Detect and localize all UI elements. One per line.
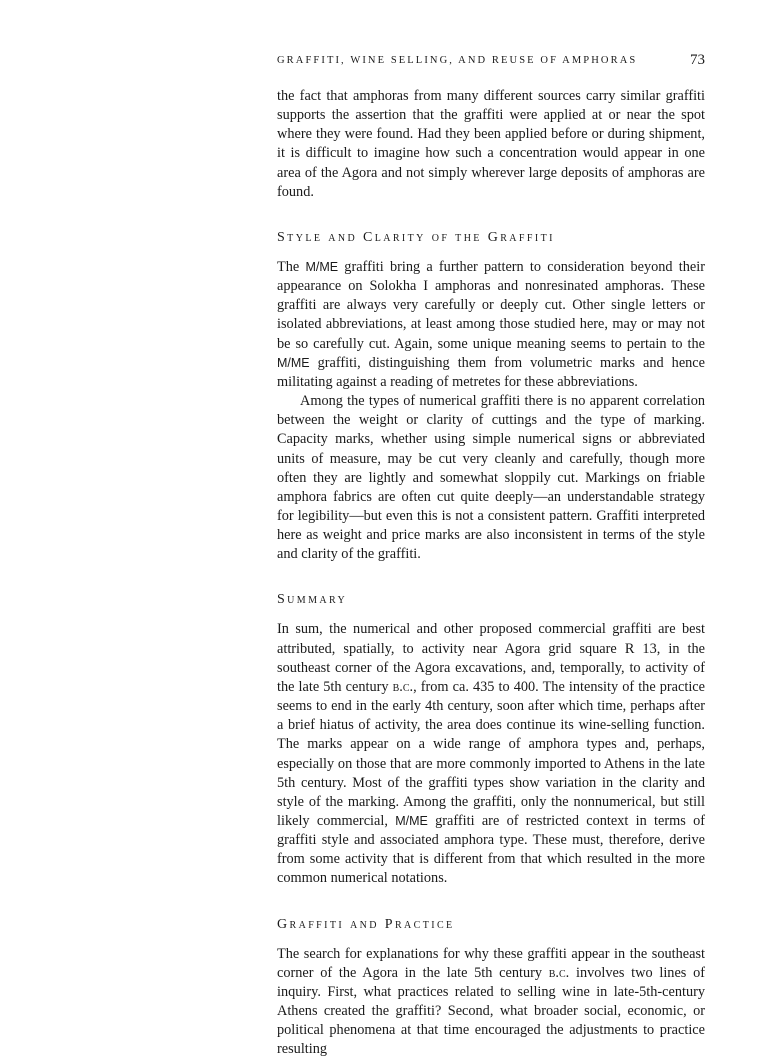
era-abbreviation: b.c.: [392, 678, 414, 695]
section-heading-style-clarity: Style and Clarity of the Graffiti: [277, 229, 555, 245]
running-title: GRAFFITI, WINE SELLING, AND REUSE OF AMPHORAS: [277, 55, 638, 66]
intro-paragraph: the fact that amphoras from many different sources carry similar graffiti supports the assertion that the graffiti were applied at or near the spot where they were found. Had they been applied before or during shipment, it is difficult to imagine how such a concentration would appear in one area of the Agora and not simply wherever large deposits of amphoras are found.: [277, 88, 705, 200]
era-abbreviation: b.c.: [548, 964, 570, 981]
text-run: graffiti, distinguishing them from volumetric marks and hence militating against a reading of metretes for these abbreviations.: [277, 354, 705, 390]
text-run: graffiti bring a further pattern to consideration beyond their appearance on Solokha I amphoras and nonresinated amphoras. These graffiti are always very carefully or deeply cut. Other single letters or isolated abbreviations, at least among those studied here, may or may not be so carefully cut. Again, some unique meaning seems to pertain to the: [277, 258, 705, 352]
page-number: 73: [690, 52, 705, 68]
practice-paragraph: [277, 945, 705, 1060]
graffiti-mark: M/ME: [277, 355, 310, 370]
section-heading-practice: Graffiti and Practice: [277, 916, 455, 932]
running-head: [277, 52, 705, 72]
style-paragraph-1: [277, 258, 705, 392]
text-run: graffiti are of restricted context in terms of graffiti style and associated amphora type. These must, therefore, derive from some activity that is different from that which resulted in the more common numerical notations.: [277, 813, 705, 887]
text-block: [277, 87, 705, 1060]
text-run: The search for explanations for why these graffiti appear in the southeast corner of the Agora in the late 5th century: [277, 945, 705, 981]
text-run: , from ca. 435 to 400. The intensity of the practice seems to end in the early 4th century, soon after which time, perhaps after a brief hiatus of activity, the area does continue its wine-selling function. The marks appear on a wide range of amphora types and, perhaps, especially on those that are more commonly imported to Athens in the late 5th century. Most of the graffiti types show variation in the clarity and style of the marking. Among the graffiti, only the nonnumerical, but still likely commercial,: [277, 678, 705, 829]
summary-paragraph: [277, 620, 705, 888]
graffiti-mark: M/ME: [395, 814, 428, 828]
text-run: In sum, the numerical and other proposed commercial graffiti are best attributed, spatially, to activity near Agora grid square R 13, in the southeast corner of the Agora excavations, and, temporally, to activity of the late 5th century: [277, 621, 705, 695]
graffiti-mark: M/ME: [305, 259, 339, 274]
text-run: The: [277, 258, 306, 275]
section-heading-summary: Summary: [277, 592, 348, 608]
style-paragraph-2: Among the types of numerical graffiti there is no apparent correlation between the weight or clarity of cuttings and the type of marking. Capacity marks, whether using simple numerical signs or abbreviated units of measure, may be cut very cleanly and carefully, though more often they are lightly and somewhat sloppily cut. Markings on friable amphora fabrics are often cut quite deeply—an understandable strategy for legibility—but even this is not a consistent pattern. Graffiti interpreted here as weight and price marks are also inconsistent in terms of the style and clarity of the graffiti.: [277, 393, 705, 563]
text-run: involves two lines of inquiry. First, what practices related to selling wine in late-5th-century Athens created the graffiti? Second, what broader social, economic, or political phenomena at that time encouraged the adjustments to practice resulting: [277, 964, 705, 1058]
